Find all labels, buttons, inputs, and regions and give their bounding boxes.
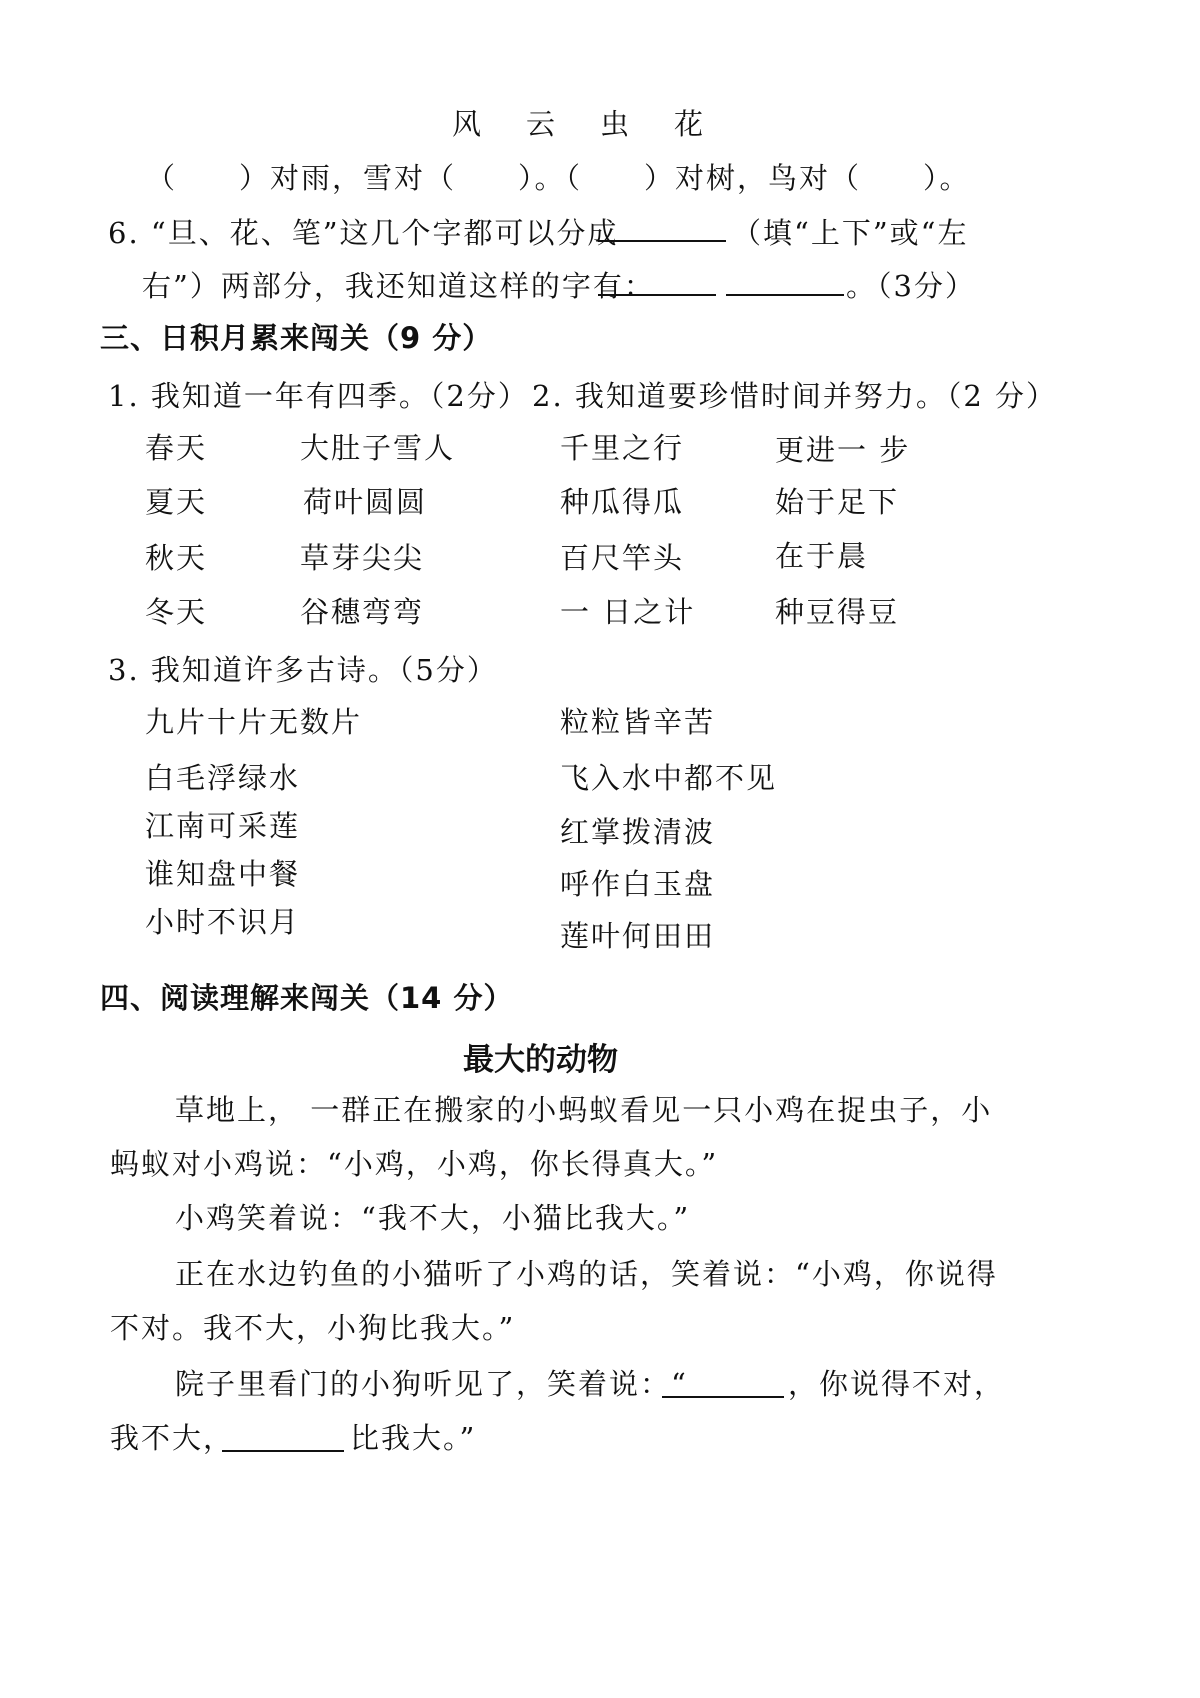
q6-line1-text: 6. “旦、花、笔”这几个字都可以分成	[108, 216, 619, 250]
season-match-item: 大肚子雪人	[300, 431, 456, 465]
proverb-start: 一 日之计	[560, 595, 696, 629]
story-answer-blank-1[interactable]	[662, 1396, 784, 1398]
story-paragraph-4-tail: ，你说得不对，	[788, 1367, 1006, 1401]
q6-line1-hint: （填“上下”或“左	[732, 216, 969, 250]
poem-line-left: 谁知盘中餐	[145, 857, 301, 891]
story-paragraph-2: 小鸡笑着说：“我不大，小猫比我大。”	[175, 1201, 691, 1235]
proverb-end: 更进一 步	[775, 433, 911, 467]
q3-title: 3. 我知道许多古诗。（5分）	[108, 653, 498, 687]
section-4-heading: 四、阅读理解来闯关（14 分）	[100, 981, 514, 1015]
story-paragraph-3-cont: 不对。我不大，小狗比我大。”	[110, 1311, 516, 1345]
poem-line-right: 红掌拨清波	[560, 815, 716, 849]
story-paragraph-4-end: 比我大。”	[350, 1421, 477, 1455]
poem-line-left: 小时不识月	[145, 905, 301, 939]
proverb-end: 在于晨	[775, 539, 869, 573]
q6-answer-blank-2[interactable]	[598, 294, 716, 296]
story-paragraph-1-cont: 蚂蚁对小鸡说：“小鸡，小鸡，你长得真大。”	[110, 1147, 719, 1181]
q1-title: 1. 我知道一年有四季。（2分）	[108, 379, 529, 413]
story-answer-blank-2[interactable]	[222, 1450, 344, 1452]
proverb-end: 始于足下	[775, 485, 900, 519]
pairing-line: （ ）对雨，雪对（ ）。（ ）对树，鸟对（ ）。	[146, 161, 971, 195]
section-3-heading: 三、日积月累来闯关（9 分）	[100, 321, 493, 355]
season-match-item: 荷叶圆圆	[303, 485, 428, 519]
season-item: 秋天	[145, 541, 208, 575]
story-paragraph-4-cont: 我不大，	[110, 1421, 235, 1455]
word-options: 风 云 虫 花	[452, 107, 712, 141]
proverb-start: 百尺竿头	[560, 541, 685, 575]
poem-line-right: 莲叶何田田	[560, 919, 716, 953]
season-match-item: 谷穗弯弯	[300, 595, 425, 629]
poem-line-left: 白毛浮绿水	[145, 761, 301, 795]
q6-line2-text: 右”）两部分，我还知道这样的字有：	[142, 269, 655, 303]
story-paragraph-1: 草地上， 一群正在搬家的小蚂蚁看见一只小鸡在捉虫子，小	[175, 1093, 993, 1127]
q6-answer-blank-3[interactable]	[726, 294, 844, 296]
proverb-start: 种瓜得瓜	[560, 485, 685, 519]
story-paragraph-4: 院子里看门的小狗听见了，笑着说：“	[175, 1367, 688, 1401]
proverb-end: 种豆得豆	[775, 595, 900, 629]
story-paragraph-3: 正在水边钓鱼的小猫听了小鸡的话，笑着说：“小鸡，你说得	[175, 1257, 998, 1291]
q6-score: 。（3分）	[846, 269, 976, 303]
q2-title: 2. 我知道要珍惜时间并努力。（2 分）	[532, 379, 1058, 413]
q6-answer-blank-1[interactable]	[598, 240, 726, 242]
poem-line-right: 粒粒皆辛苦	[560, 705, 716, 739]
story-title: 最大的动物	[463, 1042, 618, 1078]
poem-line-left: 九片十片无数片	[145, 705, 363, 739]
proverb-start: 千里之行	[560, 431, 685, 465]
poem-line-right: 飞入水中都不见	[560, 761, 778, 795]
season-match-item: 草芽尖尖	[300, 541, 425, 575]
season-item: 夏天	[145, 485, 208, 519]
poem-line-right: 呼作白玉盘	[560, 867, 716, 901]
poem-line-left: 江南可采莲	[145, 809, 301, 843]
season-item: 冬天	[145, 595, 208, 629]
season-item: 春天	[145, 431, 208, 465]
